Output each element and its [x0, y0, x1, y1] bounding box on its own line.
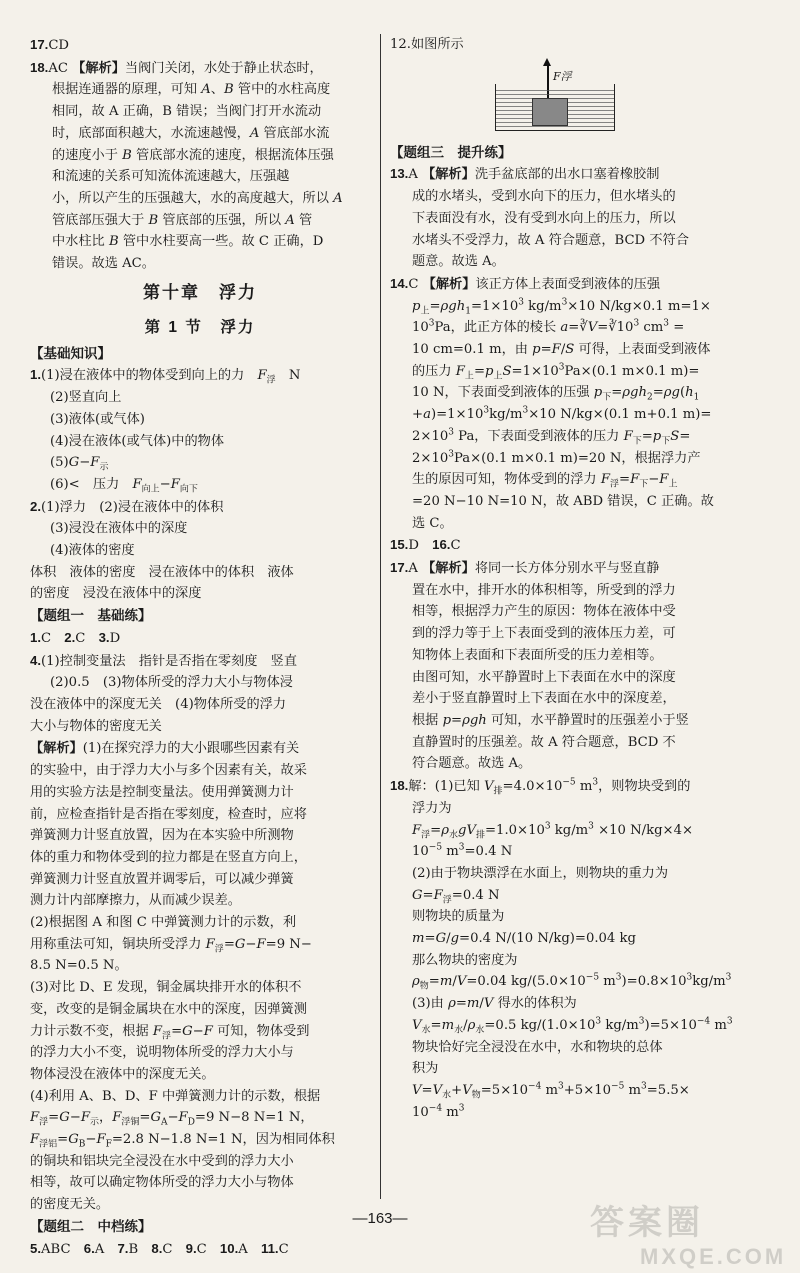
left-line: 相等，故可以确定物体所受的浮力大小与物体: [30, 1175, 294, 1191]
column-divider: [380, 34, 381, 1199]
left-line: 前，应检查指针是否指在零刻度，检查时，应将: [30, 806, 307, 822]
left-line: 没在液体中的深度无关 (4)物体所受的浮力: [30, 696, 287, 712]
left-line: 体积 液体的密度 浸在液体中的体积 液体: [30, 564, 294, 580]
left-line: 2.(1)浮力 (2)浸在液体中的体积: [30, 498, 224, 515]
left-line: (4)利用 A、B、D、F 中弹簧测力计的示数，根据: [30, 1088, 321, 1104]
left-line: 的实验中，由于浮力大小与多个因素有关，故采: [30, 763, 307, 779]
floating-block: [532, 98, 568, 126]
right-line: 符合题意。故选 A。: [412, 756, 532, 772]
right-line: 到的浮力等于上下表面受到的液体压力差，可: [412, 626, 676, 642]
left-line: 力计示数不变，根据 $F_浮=G-F$ 可知，物体受到: [30, 1023, 310, 1042]
right-line: =20 N−10 N=10 N，故 ABD 错误，C 正确。故: [412, 493, 714, 509]
right-line: $\rho_物=m/V=0.04$ $kg/(5.0\times 10^{-5}$ $m^3)=0.8\times 10^3kg/m^3$: [412, 973, 732, 993]
left-column: [30, 34, 370, 1260]
left-line: 第 1 节 浮力: [144, 318, 256, 336]
left-line: (3)对比 D、E 发现，铜金属块排开水的体积不: [30, 980, 302, 996]
right-line: 根据 p=ρgh 可知，水平静置时的压强差小于竖: [412, 712, 689, 728]
left-line: 【题组一 基础练】: [30, 608, 152, 624]
right-line: 的压力 $F_上=p_上S=1\times 10^3Pa\times(0.1$ m×0.1 m)=: [412, 362, 700, 382]
left-line: (2)竖直向上: [50, 390, 122, 406]
right-line: m=G/g=0.4 N/(10 N/kg)=0.04 kg: [412, 931, 636, 947]
left-line: 和流速的关系可知流体流速越大，压强越: [52, 169, 290, 185]
right-line: (2)由于物块漂浮在水面上，则物块的重力为: [412, 865, 669, 881]
left-line: $(5)G-F_示$: [50, 455, 109, 473]
right-line: 置在水中，排开水的体积相等，所受到的浮力: [412, 582, 676, 598]
right-line: $V=V_水+V_物=5\times 10^{-4}$ $m^3+5\times 10^{-5}$ $m^3=5.5\times$: [412, 1081, 690, 1101]
left-line: 的铜块和铝块完全浸没在水中受到的浮力大小: [30, 1153, 294, 1169]
right-line: 题意。故选 A。: [412, 254, 505, 270]
watermark-logo: [590, 1195, 790, 1269]
page-number: —163—: [352, 1210, 408, 1227]
right-line: 17.A 【解析】将同一长方体分别水平与竖直静: [390, 560, 660, 577]
left-line: 小，所以产生的压强越大，水的高度越大，所以 A: [52, 190, 343, 206]
right-line: 相等，根据浮力产生的原因：物体在液体中受: [412, 604, 676, 620]
right-lines: [390, 142, 768, 1124]
left-line: 18.AC 【解析】当阀门关闭，水处于静止状态时，: [30, 59, 323, 76]
left-line: 的密度无关。: [30, 1197, 110, 1213]
right-line: $10^{-4}$ $m^3$: [412, 1103, 465, 1120]
left-line: 4.(1)控制变量法 指针是否指在零刻度 竖直: [30, 652, 298, 669]
right-line: $10^3Pa$，此正方体的棱长 $a=∛V=∛10^3$ $cm^3$ =: [412, 318, 685, 336]
left-line: 根据连通器的原理，可知 A、B 管中的水柱高度: [52, 82, 331, 98]
right-line: 【题组三 提升练】: [390, 144, 512, 160]
left-line: 大小与物体的密度无关: [30, 718, 162, 734]
left-line: $F_{浮铝}=G_B-F_F=2.8$ N−1.8 N=1 N，因为相同体积: [30, 1132, 335, 1150]
left-line: 用称重法可知，铜块所受浮力 $F_浮=G-F=9$ N−: [30, 936, 312, 955]
right-line: 则物块的质量为: [412, 909, 505, 925]
right-line: 选 C。: [412, 515, 453, 531]
right-line: 积为: [412, 1061, 439, 1077]
question-12-label: 12.如图所示: [390, 37, 464, 52]
right-line: 知物体上表面和下表面所受的压力差相等。: [412, 647, 663, 663]
water-tank: [495, 84, 615, 131]
right-line: 生的原因可知，物体受到的浮力 $F_浮=F_下-F_上$: [412, 472, 678, 490]
left-line: 弹簧测力计竖直放置并调零后，可以减少弹簧: [30, 871, 294, 887]
left-line: 【题组二 中档练】: [30, 1218, 152, 1234]
left-line: 错误。故选 AC。: [52, 256, 155, 272]
left-line: 时，底部面积越大，水流速越慢，A 管底部水流: [52, 125, 330, 141]
right-line: $+a)=1\times 10^3kg/m^3\times 10$ N/kg×(0.1 m+0.1 m)=: [412, 405, 712, 423]
right-line: 10 cm=0.1 m，由 p=F/S 可得，上表面受到液体: [412, 342, 711, 358]
right-line: 水堵头不受浮力，故 A 符合题意，BCD 不符合: [412, 232, 689, 248]
right-line: $p_上=\rho gh_1=1\times 10^3$ $kg/m^3\times 10$ N/kg×0.1 m=1×: [412, 297, 711, 317]
right-line: $10^{-5}$ $m^3=0.4$ N: [412, 842, 513, 860]
left-line: 第十章 浮力: [143, 282, 257, 302]
left-line: (3)液体(或气体): [50, 411, 145, 427]
left-line: 用的实验方法是控制变量法。使用弹簧测力计: [30, 784, 294, 800]
right-line: 那么物块的密度为: [412, 952, 518, 968]
left-line: (2)0.5 (3)物体所受的浮力大小与物体浸: [50, 675, 293, 691]
left-line: 测力计内部摩擦力，从而减少误差。: [30, 893, 241, 909]
left-line: 弹簧测力计竖直放置，因为在本实验中所测物: [30, 828, 294, 844]
buoyancy-figure: [495, 62, 645, 136]
left-line: 管底部压强大于 B 管底部的压强，所以 A 管: [52, 212, 313, 228]
left-line: (4)液体的密度: [50, 543, 135, 559]
left-line: 【基础知识】: [30, 345, 111, 361]
watermark-line2: MXQE.COM: [640, 1244, 787, 1269]
watermark-line1: 答案圈: [590, 1204, 704, 1242]
buoyancy-force-label: F浮: [553, 69, 572, 83]
right-line: 物块恰好完全浸没在水中，水和物块的总体: [412, 1039, 663, 1055]
left-line: (3)浸没在液体中的深度: [50, 521, 188, 537]
right-column: [390, 34, 768, 1123]
left-line: 的浮力大小不变，说明物体所受的浮力大小与: [30, 1045, 294, 1061]
right-line: 18.解：(1)已知 $V_排=4.0\times 10^{-5}$ $m^3$，则物块受到的: [390, 777, 691, 797]
right-line: 直静置时的压强差。故 A 符合题意，BCD 不: [412, 734, 676, 750]
right-line: $G=F_浮=0.4$ N: [412, 887, 500, 906]
left-line: 1.C 2.C 3.D: [30, 629, 121, 646]
left-line: (6)< 压力 $F_{向上}-F_{向下}$: [50, 476, 198, 495]
left-line: $F_浮=G-F_示$，$F_{浮铜}=G_A-F_D=9$ N−8 N=1 N，: [30, 1110, 314, 1128]
left-line: 体的重力和物体受到的拉力都是在竖直方向上，: [30, 849, 307, 865]
right-line: 10 N，下表面受到液体的压强 $p_下=\rho gh_2=\rho g(h_1$: [412, 385, 700, 404]
left-line: 中水柱比 B 管中水柱要高一些。故 C 正确，D: [52, 234, 324, 250]
left-line: 17.CD: [30, 37, 70, 53]
left-line: 变，改变的是铜金属块在水中的深度，因弹簧测: [30, 1001, 307, 1017]
left-line: 的密度 浸没在液体中的深度: [30, 586, 202, 602]
left-line: (2)根据图 A 和图 C 中弹簧测力计的示数，利: [30, 915, 297, 931]
right-line: $V_水=m_水/\rho_水=0.5$ $kg/(1.0\times 10^3$ $kg/m^3)=5\times 10^{-4}$ $m^3$: [412, 1016, 733, 1036]
left-line: 【解析】(1)在探究浮力的大小跟哪些因素有关: [30, 740, 300, 757]
right-line: 15.D 16.C: [390, 537, 461, 554]
left-line: 相同，故 A 正确，B 错误；当阀门打开水流动: [52, 104, 322, 120]
left-line: 物体浸没在液体中的深度无关。: [30, 1066, 215, 1082]
left-line: 8.5 N=0.5 N。: [30, 958, 128, 974]
left-line: (4)浸在液体(或气体)中的物体: [50, 433, 225, 449]
right-line: 下表面没有水，没有受到水向上的压力，所以: [412, 210, 676, 226]
right-line: 差小于竖直静置时上下表面在水中的深度差，: [412, 691, 676, 707]
right-line: 14.C 【解析】该正方体上表面受到液体的压强: [390, 275, 661, 292]
right-line: $2\times 10^3Pa\times(0.1$ m×0.1 m)=20 N，根据浮力产: [412, 449, 701, 466]
left-line: 5.ABC 6.A 7.B 8.C 9.C 10.A 11.C: [30, 1240, 289, 1257]
left-line: 的速度小于 B 管底部水流的速度，根据流体压强: [52, 147, 334, 163]
right-line: 13.A 【解析】洗手盆底部的出水口塞着橡胶制: [390, 166, 660, 183]
left-line: 1.(1)浸在液体中的物体受到向上的力 $F_浮$ N: [30, 367, 301, 387]
right-line: $2\times 10^3$ Pa，下表面受到液体的压力 $F_下=p_下S=$: [412, 427, 691, 447]
right-line: (3)由 ρ=m/V 得水的体积为: [412, 996, 577, 1012]
right-line: 由图可知，水平静置时上下表面在水中的深度: [412, 669, 676, 685]
right-line: 浮力为: [412, 800, 452, 816]
right-line: $F_浮=\rho_水gV_排=1.0\times 10^3$ $kg/m^3 \times 10$ N/kg×4×: [412, 821, 694, 841]
right-line: 成的水堵头，受到水向下的压力，但水堵头的: [412, 189, 676, 205]
